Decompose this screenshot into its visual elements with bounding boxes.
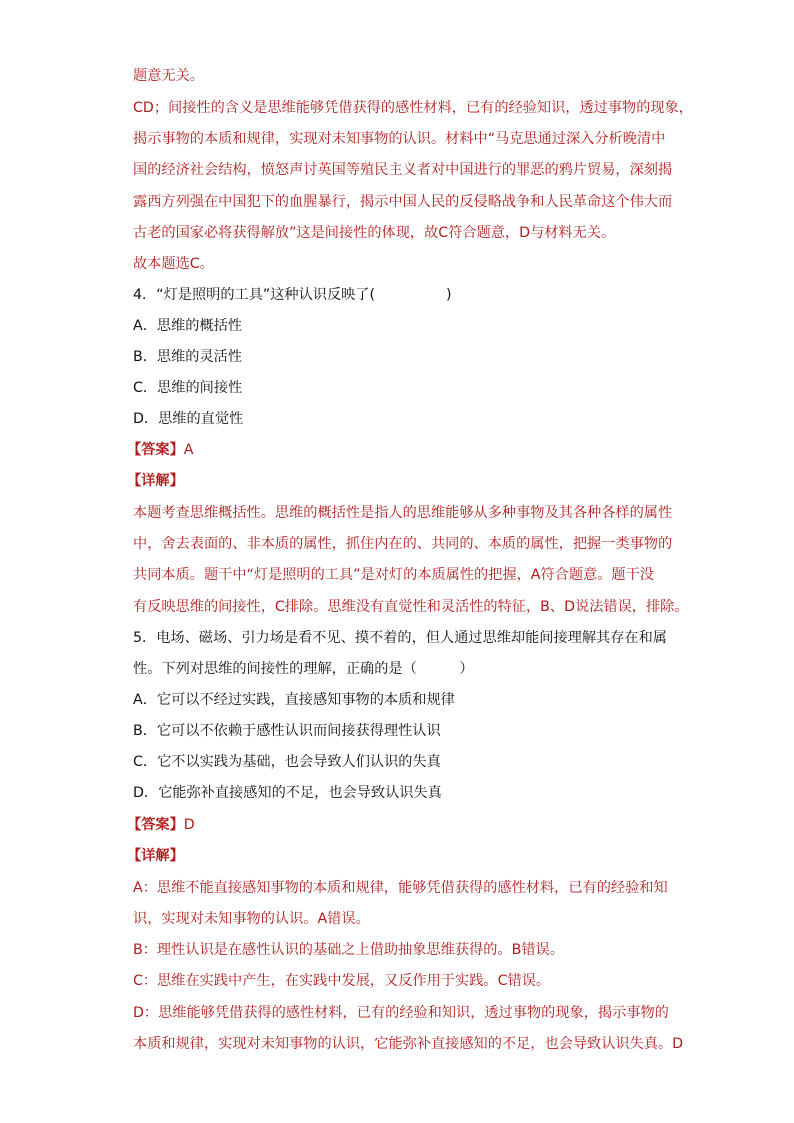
question-4-explain-line: 本题考查思维概括性。思维的概括性是指人的思维能够从多种事物及其各种各样的属性 [133,505,673,521]
question-5-option-d: D．它能弥补直接感知的不足，也会导致认识失真 [133,785,442,801]
question-5-explain-line: D：思维能够凭借获得的感性材料，已有的经验和知识，透过事物的现象，揭示事物的 [133,1005,669,1021]
question-4-explain-line: 共同本质。题干中“灯是照明的工具”是对灯的本质属性的把握，A符合题意。题干没 [133,567,654,583]
question-5-option-a: A．它可以不经过实践，直接感知事物的本质和规律 [133,692,455,708]
question-5-explain-line: 本质和规律，实现对未知事物的认识，它能弥补直接感知的不足，也会导致认识失真。D [133,1036,684,1052]
answer-label: 【答案】 [127,817,184,833]
question-4-option-d: D．思维的直觉性 [133,411,244,427]
explanation-line: CD；间接性的含义是思维能够凭借获得的感性材料，已有的经验知识，透过事物的现象， [133,100,693,116]
question-5-option-c: C．它不以实践为基础，也会导致人们认识的失真 [133,754,441,770]
explanation-line: 古老的国家必将获得解放”这是间接性的体现，故C符合题意，D与材料无关。 [133,225,616,241]
question-5-explain-line: C：思维在实践中产生，在实践中发展，又反作用于实践。C错误。 [133,973,551,989]
question-5-stem-line: 性。下列对思维的间接性的理解，正确的是（ ） [133,661,474,677]
explanation-line: 揭示事物的本质和规律，实现对未知事物的认识。材料中“马克思通过深入分析晚清中 [133,131,666,147]
explanation-line: 故本题选C。 [133,256,214,272]
question-5-answer [127,815,195,835]
question-4-option-c: C．思维的间接性 [133,380,243,396]
explanation-line: 国的经济社会结构，愤怒声讨英国等殖民主义者对中国进行的罪恶的鸦片贸易，深刻揭 [133,162,673,178]
question-5-explain-label: 【详解】 [127,848,184,864]
explanation-line: 露西方列强在中国犯下的血腥暴行，揭示中国人民的反侵略战争和人民革命这个伟大而 [133,194,673,210]
question-4-stem: 4．“灯是照明的工具”这种认识反映了( ) [133,287,452,303]
question-4-explain-line: 中，舍去表面的、非本质的属性，抓住内在的、共同的、本质的属性，把握一类事物的 [133,536,673,552]
question-5-explain-line: 识，实现对未知事物的认识。A错误。 [133,911,370,927]
explanation-line: 题意无关。 [133,68,204,84]
question-5-option-b: B．它可以不依赖于感性认识而间接获得理性认识 [133,723,441,739]
question-4-explain-label: 【详解】 [127,473,184,489]
answer-value: A [183,442,194,458]
question-5-stem-line: 5．电场、磁场、引力场是看不见、摸不着的，但人通过思维却能间接理解其存在和属 [133,630,667,646]
question-4-option-a: A．思维的概括性 [133,318,243,334]
question-5-explain-line: B：理性认识是在感性认识的基础之上借助抽象思维获得的。B错误。 [133,942,564,958]
question-4-explain-line: 有反映思维的间接性，C排除。思维没有直觉性和灵活性的特征，B、D说法错误，排除。 [133,599,689,615]
answer-label: 【答案】 [127,442,184,458]
question-4-answer [127,440,193,460]
question-5-explain-line: A：思维不能直接感知事物的本质和规律，能够凭借获得的感性材料，已有的经验和知 [133,880,668,896]
answer-value: D [183,817,195,833]
question-4-option-b: B．思维的灵活性 [133,349,243,365]
